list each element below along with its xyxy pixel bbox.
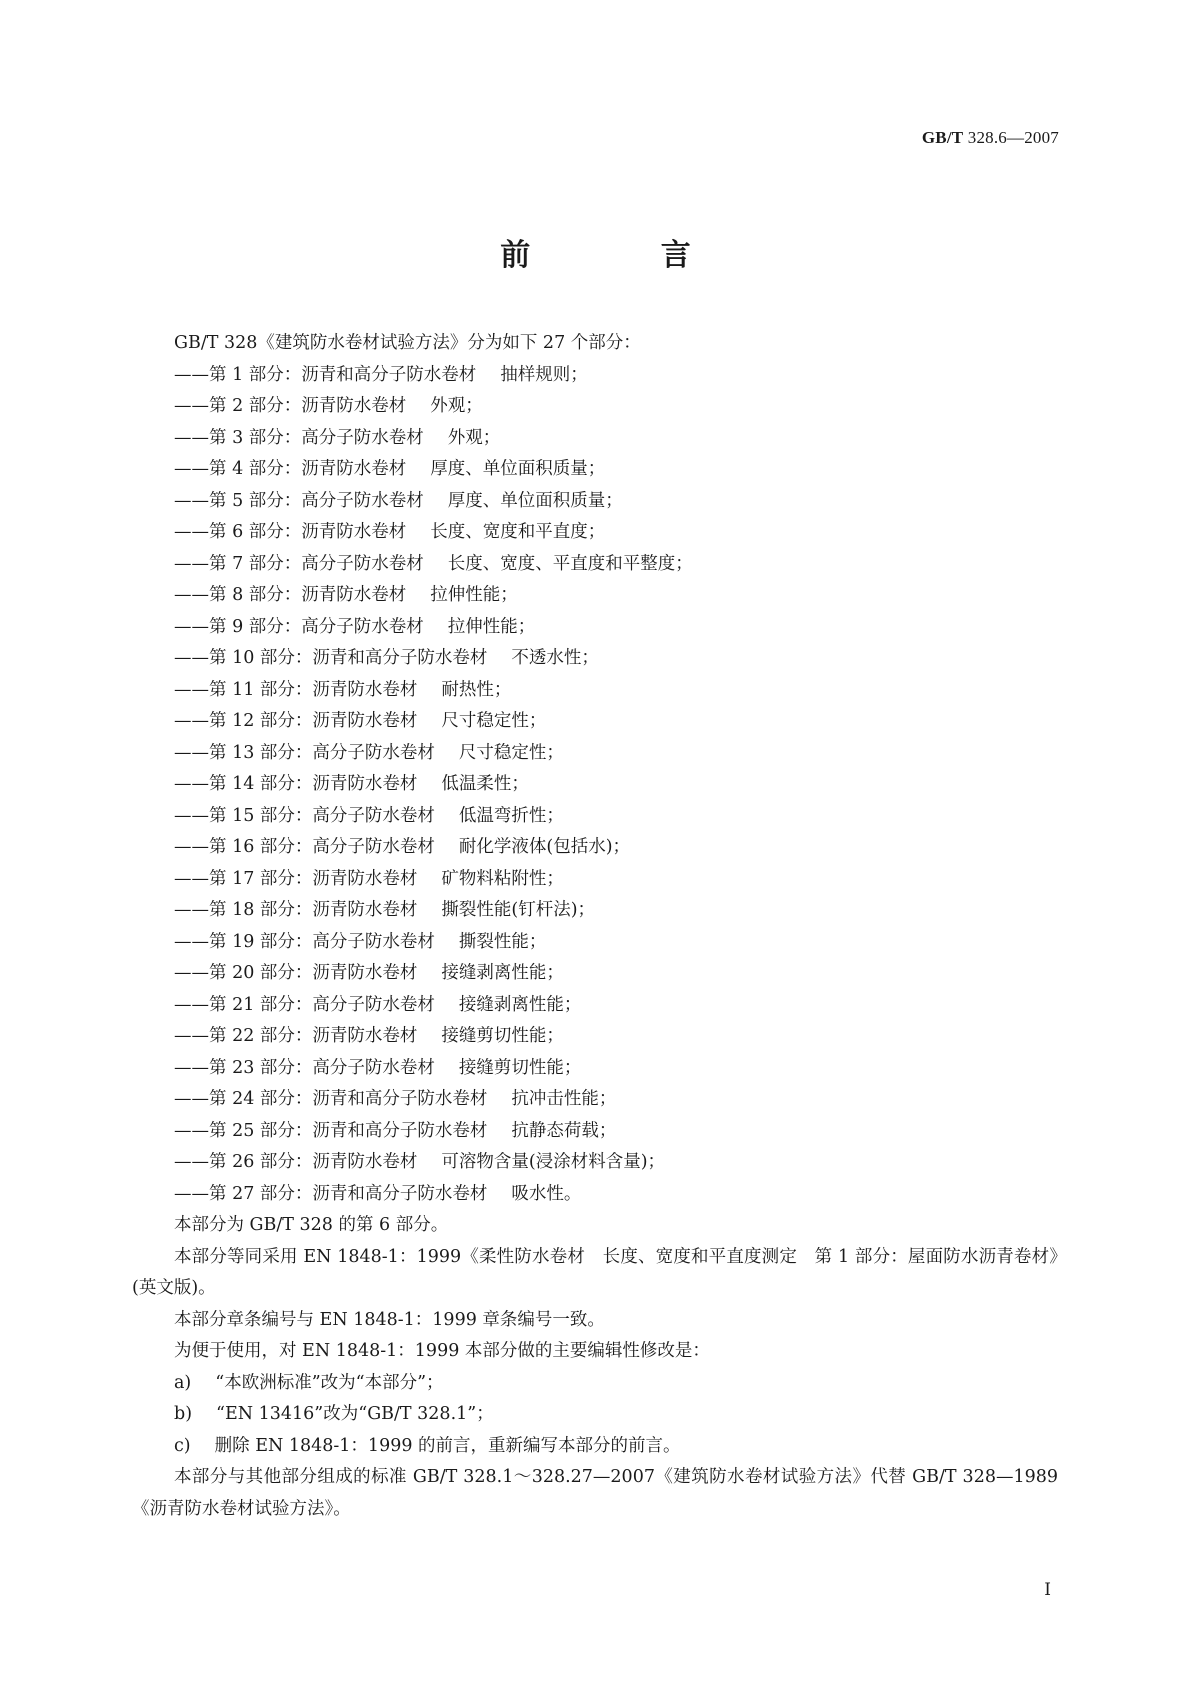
standard-code [922,128,1059,148]
part-topic: 接缝剪切性能； [441,1026,564,1046]
edit-marker: b) [174,1404,193,1424]
part-topic: 厚度、单位面积质量； [447,490,623,511]
part-label: ——第 4 部分：沥青防水卷材 [174,459,407,479]
edit-text: “本欧洲标准”改为“本部分”； [215,1372,444,1393]
part-item [132,895,1058,927]
part-topic: 抗静态荷载； [511,1120,617,1141]
part-topic: 吸水性。 [511,1183,582,1204]
para-replaces: 本部分与其他部分组成的标准 GB/T 328.1～328.27—2007《建筑防水卷材试验方法》代替 GB/T 328—1989《沥青防水卷材试验方法》。 [132,1467,1058,1519]
part-topic: 外观； [447,427,501,448]
part-label: ——第 5 部分：高分子防水卷材 [174,490,424,511]
edits-list [132,1368,1058,1463]
part-item [132,769,1058,801]
part-topic: 可溶物含量(浸涂材料含量)； [441,1152,666,1172]
part-topic: 耐化学液体(包括水)； [458,837,631,857]
part-topic: 尺寸稳定性； [458,742,564,763]
standard-number: 328.6—2007 [967,128,1059,147]
part-topic: 撕裂性能； [458,931,547,952]
part-topic: 外观； [430,396,483,416]
part-label: ——第 25 部分：沥青和高分子防水卷材 [174,1120,488,1141]
foreword-body [132,328,1058,1525]
part-label: ——第 2 部分：沥青防水卷材 [174,396,407,416]
part-item [132,1053,1058,1085]
part-label: ——第 9 部分：高分子防水卷材 [174,616,424,637]
part-label: ——第 11 部分：沥青防水卷材 [174,679,418,700]
part-item [132,1116,1058,1148]
para-this-part: 本部分为 GB/T 328 的第 6 部分。 [174,1215,449,1235]
edit-item [132,1399,1058,1431]
part-item [132,1084,1058,1116]
part-label: ——第 20 部分：沥青防水卷材 [174,963,418,983]
intro-line: GB/T 328《建筑防水卷材试验方法》分为如下 27 个部分： [174,333,641,353]
standard-prefix: GB/T [921,128,964,147]
part-label: ——第 14 部分：沥青防水卷材 [174,774,418,794]
part-item [132,391,1058,423]
part-topic: 厚度、单位面积质量； [430,459,606,479]
part-label: ——第 22 部分：沥青防水卷材 [174,1026,418,1046]
part-item [132,549,1058,581]
edit-marker: a) [174,1372,192,1393]
part-topic: 尺寸稳定性； [441,711,547,731]
part-label: ——第 1 部分：沥青和高分子防水卷材 [174,364,477,385]
part-label: ——第 21 部分：高分子防水卷材 [174,994,435,1015]
part-topic: 拉伸性能； [430,585,518,605]
part-item [132,580,1058,612]
part-topic: 接缝剪切性能； [458,1057,582,1078]
part-topic: 耐热性； [441,679,512,700]
part-topic: 长度、宽度和平直度； [430,522,606,542]
part-topic: 抗冲击性能； [511,1089,617,1109]
part-item [132,454,1058,486]
part-label: ——第 15 部分：高分子防水卷材 [174,805,435,826]
part-label: ——第 27 部分：沥青和高分子防水卷材 [174,1183,488,1204]
part-label: ——第 8 部分：沥青防水卷材 [174,585,407,605]
part-item [132,517,1058,549]
part-item [132,832,1058,864]
part-item [132,612,1058,644]
part-label: ——第 7 部分：高分子防水卷材 [174,553,424,574]
part-topic: 低温弯折性； [458,805,564,826]
edit-marker: c) [174,1435,191,1456]
part-topic: 撕裂性能(钉杆法)； [441,900,596,920]
part-item [132,958,1058,990]
part-topic: 接缝剥离性能； [458,994,582,1015]
part-topic: 接缝剥离性能； [441,963,564,983]
part-item [132,486,1058,518]
part-item [132,1021,1058,1053]
para-edits-intro: 为便于使用，对 EN 1848-1：1999 本部分做的主要编辑性修改是： [174,1341,710,1361]
part-label: ——第 23 部分：高分子防水卷材 [174,1057,435,1078]
edit-item [132,1431,1058,1463]
part-topic: 矿物料粘附性； [441,868,564,889]
part-item [132,1147,1058,1179]
part-topic: 拉伸性能； [447,616,536,637]
part-topic: 长度、宽度、平直度和平整度； [447,553,693,574]
part-label: ——第 18 部分：沥青防水卷材 [174,900,418,920]
part-item [132,864,1058,896]
part-item [132,1179,1058,1211]
part-label: ——第 19 部分：高分子防水卷材 [174,931,435,952]
part-label: ——第 13 部分：高分子防水卷材 [174,742,435,763]
part-item [132,990,1058,1022]
part-label: ——第 3 部分：高分子防水卷材 [174,427,424,448]
part-item [132,927,1058,959]
part-topic: 低温柔性； [441,774,529,794]
edit-text: “EN 13416”改为“GB/T 328.1”； [216,1404,494,1424]
page-title: 前 言 [500,238,751,273]
part-label: ——第 26 部分：沥青防水卷材 [174,1152,418,1172]
part-label: ——第 10 部分：沥青和高分子防水卷材 [174,648,488,668]
part-label: ——第 12 部分：沥青防水卷材 [174,711,418,731]
part-item [132,675,1058,707]
part-label: ——第 17 部分：沥青防水卷材 [174,868,418,889]
part-item [132,423,1058,455]
part-item [132,360,1058,392]
part-item [132,738,1058,770]
para-adoption: 本部分等同采用 EN 1848-1：1999《柔性防水卷材 长度、宽度和平直度测定 第 1 部分：屋面防水沥青卷材》(英文版)。 [132,1246,1058,1298]
page-number: I [1044,1580,1051,1600]
part-topic: 不透水性； [511,648,599,668]
edit-item [132,1368,1058,1400]
part-label: ——第 6 部分：沥青防水卷材 [174,522,407,542]
part-item [132,706,1058,738]
part-topic: 抽样规则； [500,364,588,385]
parts-list [132,360,1058,1211]
part-item [132,801,1058,833]
part-label: ——第 16 部分：高分子防水卷材 [174,837,435,857]
edit-text: 删除 EN 1848-1：1999 的前言，重新编写本部分的前言。 [214,1435,681,1456]
part-label: ——第 24 部分：沥青和高分子防水卷材 [174,1089,488,1109]
part-item [132,643,1058,675]
para-clause-numbering: 本部分章条编号与 EN 1848-1：1999 章条编号一致。 [174,1309,605,1330]
